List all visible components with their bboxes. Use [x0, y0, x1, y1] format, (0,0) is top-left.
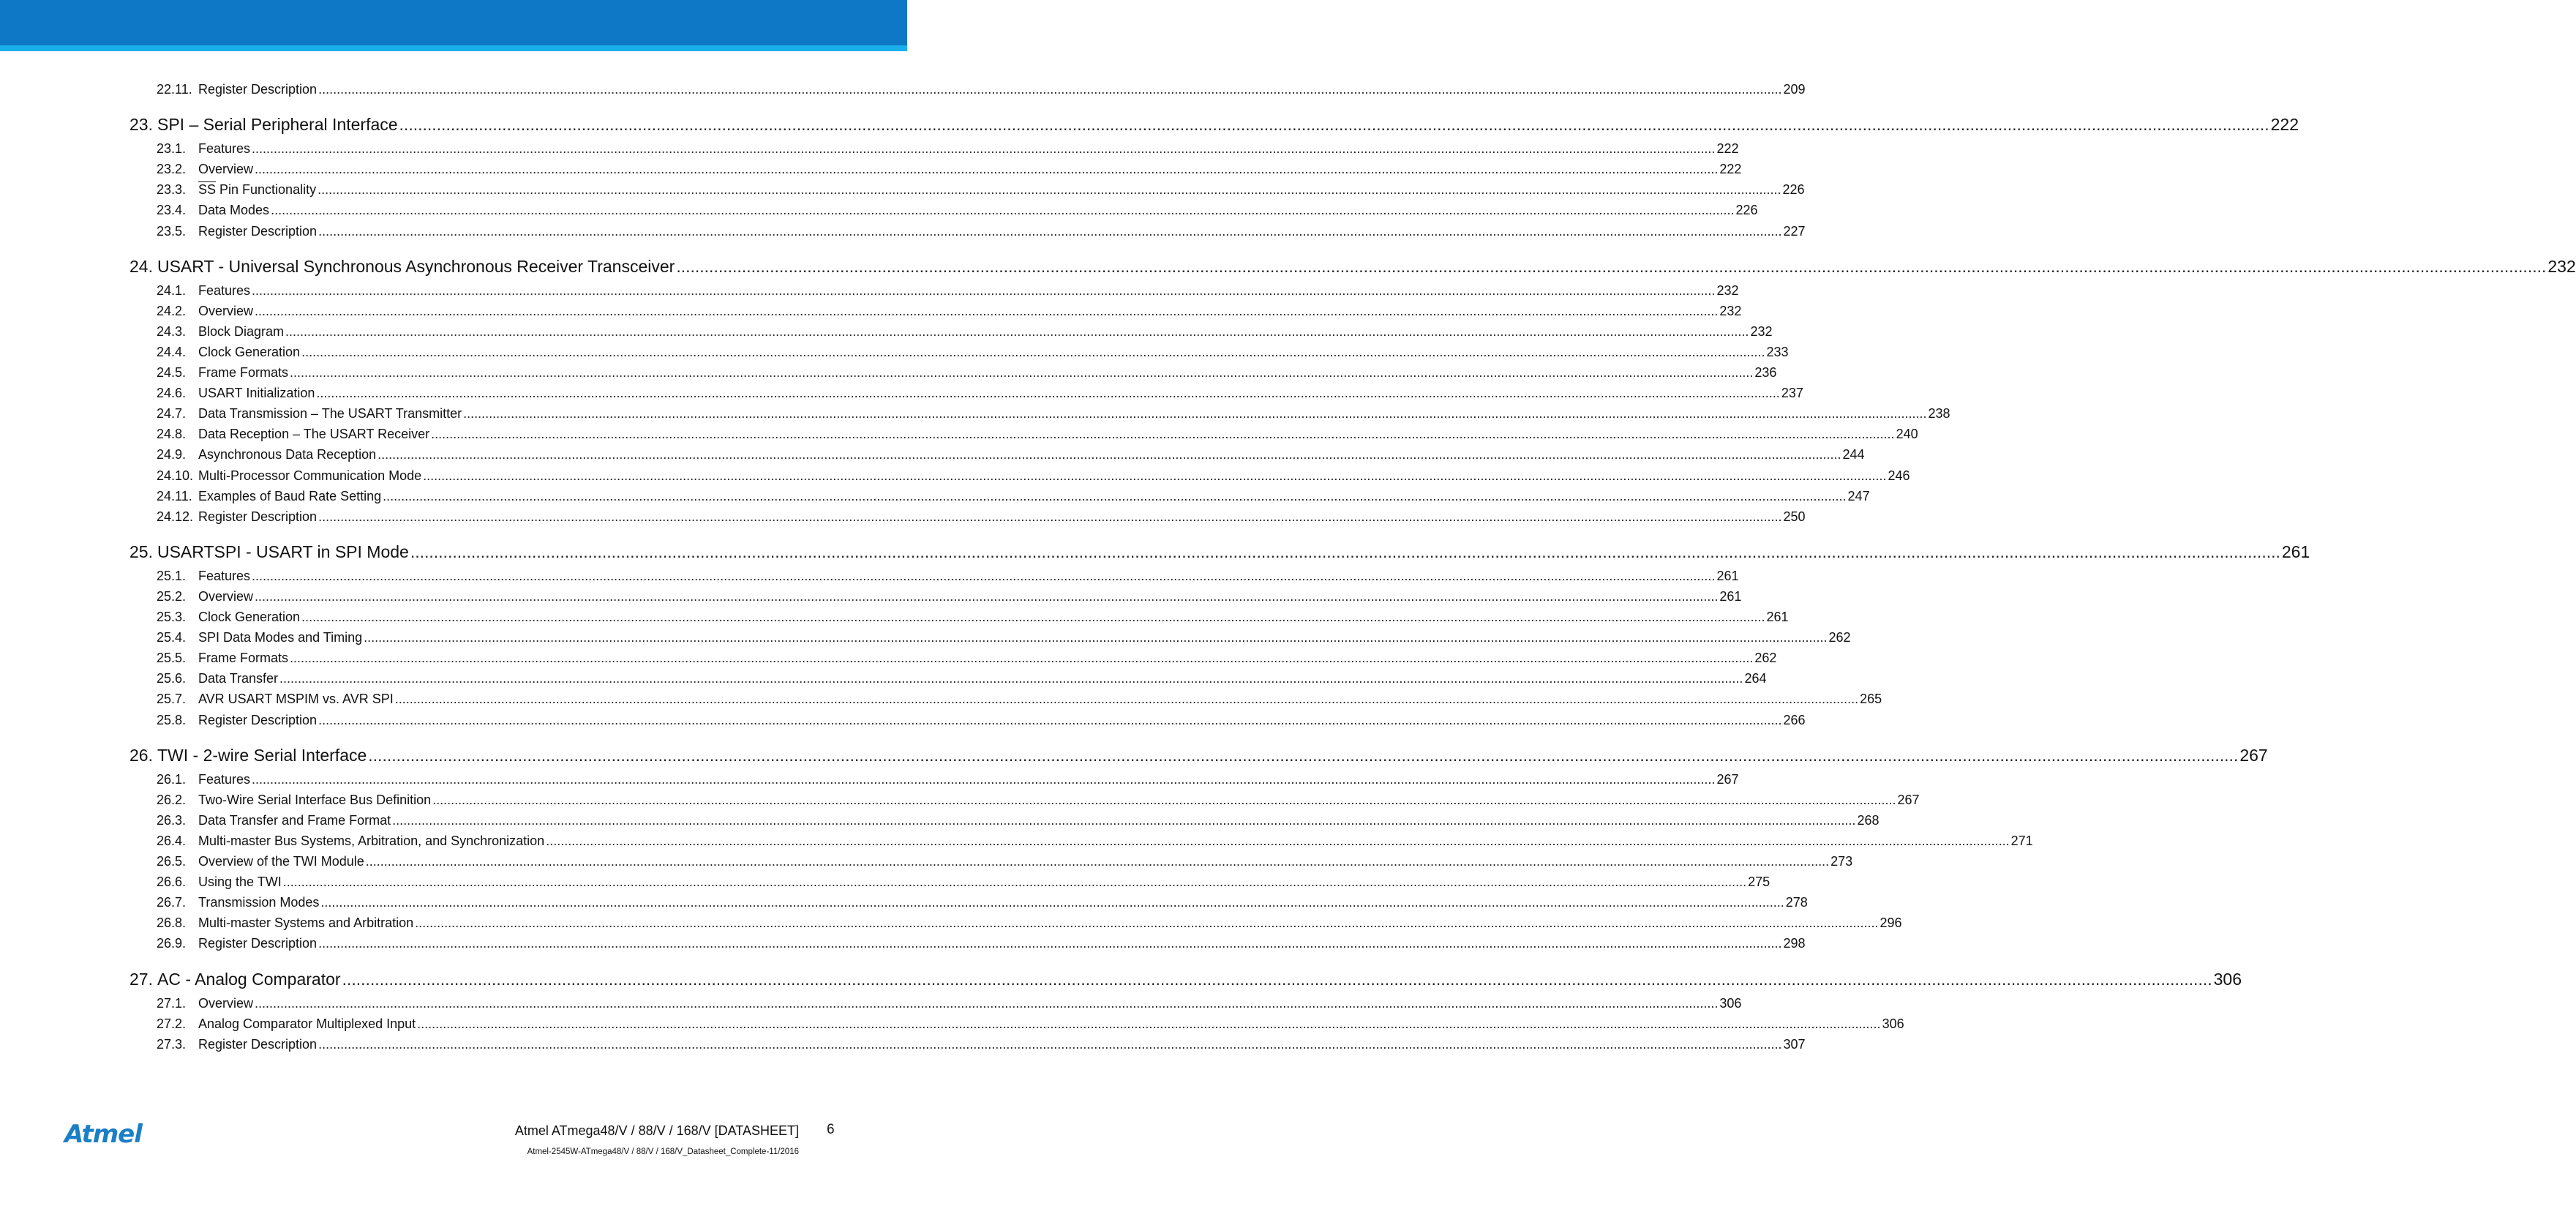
toc-section-entry[interactable]	[157, 303, 1742, 319]
toc-entry-title: Asynchronous Data Reception	[198, 447, 377, 462]
toc-leader-dots: ................................................................................................................................................................................................................................................................................................................................................................................................................	[415, 915, 1879, 931]
toc-entry-number: 24.10.	[157, 468, 194, 483]
toc-leader-dots: ................................................................................................................................................................................................................................................................................................................................................................................................................	[383, 488, 1847, 503]
toc-chapter-entry[interactable]	[129, 115, 2299, 135]
toc-section-entry[interactable]	[157, 427, 1918, 442]
toc-leader-dots: ................................................................................................................................................................................................................................................................................................................................................................................................................	[318, 223, 1782, 239]
toc-section-entry[interactable]	[157, 568, 1739, 584]
toc-leader-dots: ................................................................................................................................................................................................................................................................................................................................................................................................................	[290, 365, 1754, 380]
toc-entry-number: 25.3.	[157, 610, 187, 624]
toc-entry-title: Overview	[198, 995, 254, 1011]
toc-section-entry[interactable]	[157, 995, 1742, 1011]
toc-section-entry[interactable]	[157, 447, 1865, 462]
toc-entry-number: 25.2.	[157, 588, 187, 604]
toc-section-entry[interactable]	[157, 1036, 1806, 1052]
toc-leader-dots: ................................................................................................................................................................................................................................................................................................................................................................................................................	[318, 509, 1782, 524]
toc-entry-title: Features	[198, 282, 251, 298]
toc-entry-number: 26.3.	[157, 812, 187, 828]
toc-leader-dots: ................................................................................................................................................................................................................................................................................................................................................................................................................	[316, 386, 1780, 401]
toc-entry-number: 26.2.	[157, 792, 187, 807]
toc-section-entry[interactable]	[157, 792, 1920, 808]
toc-section-entry[interactable]	[157, 323, 1773, 340]
toc-section-entry[interactable]	[157, 874, 1770, 890]
toc-section-entry[interactable]	[157, 610, 1789, 625]
toc-leader-dots: ................................................................................................................................................................................................................................................................................................................................................................................................................	[463, 406, 1927, 422]
toc-entry-title: Data Transfer and Frame Format	[198, 812, 391, 828]
toc-entry-title: Features	[198, 568, 251, 583]
toc-entry-page: 307	[1783, 1036, 1806, 1052]
toc-section-entry[interactable]	[157, 386, 1803, 401]
toc-section-entry[interactable]	[157, 671, 1767, 686]
toc-entry-number: 23.	[129, 115, 153, 135]
toc-leader-dots: ................................................................................................................................................................................................................................................................................................................................................................................................................	[301, 344, 1765, 359]
toc-entry-title: Data Reception – The USART Receiver	[198, 427, 430, 442]
toc-leader-dots: ................................................................................................................................................................................................................................................................................................................................................................................................................	[392, 812, 1856, 828]
toc-entry-page: 264	[1744, 671, 1767, 686]
toc-entry-number: 24.1.	[157, 282, 187, 298]
toc-leader-dots: ................................................................................................................................................................................................................................................................................................................................................................................................................	[365, 854, 1830, 869]
toc-entry-title: Register Description	[198, 712, 318, 727]
toc-entry-title: Data Modes	[198, 203, 270, 218]
toc-entry-page: 247	[1847, 488, 1870, 503]
toc-entry-page: 278	[1785, 895, 1808, 910]
toc-entry-title: Clock Generation	[198, 344, 301, 359]
toc-entry-title: USART Initialization	[198, 386, 315, 401]
header-stripe	[0, 45, 907, 51]
toc-entry-number: 23.4.	[157, 203, 187, 218]
toc-entry-page: 226	[1735, 203, 1758, 218]
toc-entry-title: Block Diagram	[198, 323, 285, 339]
toc-entry-title: Using the TWI	[198, 874, 282, 890]
toc-entry-title: Register Description	[198, 936, 318, 951]
toc-section-entry[interactable]	[157, 488, 1870, 504]
toc-entry-page: 232	[2547, 256, 2576, 276]
toc-entry-title: Register Description	[198, 223, 318, 239]
toc-leader-dots: ................................................................................................................................................................................................................................................................................................................................................................................................................	[318, 936, 1782, 951]
toc-entry-number: 25.4.	[157, 630, 187, 645]
toc-entry-page: 238	[1928, 406, 1950, 422]
toc-entry-page: 306	[1719, 995, 1742, 1011]
toc-entry-number: 24.6.	[157, 386, 187, 401]
toc-chapter-entry[interactable]	[129, 745, 2268, 765]
toc-section-entry[interactable]	[157, 895, 1808, 910]
toc-leader-dots: ................................................................................................................................................................................................................................................................................................................................................................................................................	[417, 1016, 1881, 1031]
toc-entry-title: Overview	[198, 162, 254, 177]
toc-entry-number: 24.2.	[157, 303, 187, 318]
toc-entry-number: 23.1.	[157, 141, 187, 157]
toc-entry-title: Clock Generation	[198, 610, 301, 624]
toc-entry-title: Multi-master Bus Systems, Arbitration, and Synchronization	[198, 833, 545, 848]
toc-entry-page: 268	[1857, 812, 1880, 828]
toc-entry-title: AVR USART MSPIM vs. AVR SPI	[198, 692, 394, 707]
toc-entry-page: 232	[1750, 323, 1773, 339]
toc-entry-number: 24.	[129, 256, 153, 276]
toc-entry-title: Register Description	[198, 82, 318, 97]
toc-entry-number: 23.3.	[157, 182, 187, 198]
toc-entry-page: 222	[1716, 141, 1739, 157]
toc-leader-dots: ................................................................................................................................................................................................................................................................................................................................................................................................................	[431, 427, 1895, 442]
toc-entry-title: Overview of the TWI Module	[198, 854, 364, 869]
toc-entry-title: Overview	[198, 588, 254, 604]
toc-section-entry[interactable]	[157, 82, 1806, 97]
toc-section-entry[interactable]	[157, 344, 1789, 360]
toc-entry-number: 27.1.	[157, 995, 187, 1011]
toc-entry-title	[198, 182, 316, 198]
toc-entry-title: Examples of Baud Rate Setting	[198, 488, 382, 503]
toc-entry-page: 222	[2270, 115, 2299, 135]
toc-entry-number: 24.8.	[157, 427, 187, 442]
toc-section-entry[interactable]	[157, 936, 1806, 951]
toc-entry-number: 26.	[129, 745, 153, 765]
toc-entry-title: Multi-Processor Communication Mode	[198, 468, 422, 483]
toc-entry-number: 26.1.	[157, 771, 187, 787]
toc-leader-dots: ................................................................................................................................................................................................................................................................................................................................................................................................................	[399, 115, 2269, 135]
atmel-logo: Atmel	[64, 1120, 142, 1149]
toc-entry-title: SPI – Serial Peripheral Interface	[157, 115, 398, 135]
toc-entry-number: 25.7.	[157, 692, 187, 707]
toc-entry-title: Register Description	[198, 509, 318, 524]
toc-section-entry[interactable]	[157, 162, 1742, 177]
toc-entry-page: 226	[1782, 182, 1805, 198]
toc-leader-dots: ................................................................................................................................................................................................................................................................................................................................................................................................................	[252, 282, 1716, 298]
toc-leader-dots: ................................................................................................................................................................................................................................................................................................................................................................................................................	[368, 745, 2239, 765]
toc-entry-number: 25.6.	[157, 671, 187, 686]
toc-entry-page: 233	[1766, 344, 1789, 359]
toc-entry-page: 209	[1783, 82, 1806, 97]
toc-leader-dots: ................................................................................................................................................................................................................................................................................................................................................................................................................	[410, 542, 2280, 561]
toc-entry-page: 271	[2010, 833, 2033, 848]
toc-section-entry[interactable]	[157, 282, 1739, 299]
toc-section-entry[interactable]	[157, 182, 1805, 198]
toc-entry-page: 240	[1896, 427, 1918, 442]
toc-leader-dots: ................................................................................................................................................................................................................................................................................................................................................................................................................	[252, 568, 1716, 583]
toc-section-entry[interactable]	[157, 1016, 1904, 1032]
toc-entry-title: TWI - 2-wire Serial Interface	[157, 745, 367, 765]
toc-entry-page: 261	[1766, 610, 1789, 624]
toc-section-entry[interactable]	[157, 509, 1806, 525]
toc-entry-page: 296	[1880, 915, 1902, 931]
toc-section-entry[interactable]	[157, 223, 1806, 239]
toc-leader-dots: ................................................................................................................................................................................................................................................................................................................................................................................................................	[301, 610, 1765, 624]
toc-entry-page: 265	[1860, 692, 1882, 707]
toc-leader-dots: ................................................................................................................................................................................................................................................................................................................................................................................................................	[394, 692, 1859, 707]
toc-leader-dots: ................................................................................................................................................................................................................................................................................................................................................................................................................	[255, 162, 1719, 177]
toc-entry-title: USARTSPI - USART in SPI Mode	[157, 542, 409, 561]
toc-leader-dots: ................................................................................................................................................................................................................................................................................................................................................................................................................	[255, 303, 1719, 318]
header-band	[0, 0, 907, 45]
toc-entry-number: 25.8.	[157, 712, 187, 727]
toc-section-entry[interactable]	[157, 712, 1806, 728]
toc-leader-dots: ................................................................................................................................................................................................................................................................................................................................................................................................................	[318, 182, 1781, 198]
toc-entry-number: 26.7.	[157, 895, 187, 910]
toc-entry-title: Features	[198, 141, 251, 157]
toc-leader-dots: ................................................................................................................................................................................................................................................................................................................................................................................................................	[252, 141, 1716, 157]
toc-entry-number: 24.5.	[157, 365, 187, 380]
toc-entry-page: 267	[2239, 745, 2268, 765]
toc-entry-page: 275	[1748, 874, 1770, 890]
toc-entry-number: 24.7.	[157, 406, 187, 422]
toc-leader-dots: ................................................................................................................................................................................................................................................................................................................................................................................................................	[432, 792, 1896, 807]
toc-entry-page: 306	[1882, 1016, 1904, 1031]
toc-entry-page: 267	[1716, 771, 1739, 787]
toc-entry-title: Register Description	[198, 1036, 318, 1052]
toc-entry-title: SPI Data Modes and Timing	[198, 630, 363, 645]
toc-entry-page: 262	[1754, 651, 1777, 666]
toc-leader-dots: ................................................................................................................................................................................................................................................................................................................................................................................................................	[364, 630, 1828, 645]
toc-entry-number: 26.9.	[157, 936, 187, 951]
toc-section-entry[interactable]	[157, 406, 1950, 422]
toc-entry-title: Data Transmission – The USART Transmitter	[198, 406, 462, 422]
toc-entry-title-overline: $\overline{SS}$	[198, 182, 217, 198]
toc-entry-number: 26.5.	[157, 854, 187, 869]
toc-entry-page: 237	[1781, 386, 1803, 401]
toc-entry-number: 27.3.	[157, 1036, 187, 1052]
toc-section-entry[interactable]	[157, 833, 2033, 849]
toc-section-entry[interactable]	[157, 203, 1758, 218]
toc-section-entry[interactable]	[157, 588, 1742, 604]
toc-leader-dots: ................................................................................................................................................................................................................................................................................................................................................................................................................	[318, 1036, 1782, 1052]
toc-leader-dots: ................................................................................................................................................................................................................................................................................................................................................................................................................	[255, 995, 1719, 1011]
toc-entry-page: 250	[1783, 509, 1806, 524]
toc-entry-page: 236	[1754, 365, 1777, 380]
toc-entry-number: 23.5.	[157, 223, 187, 239]
toc-entry-page: 262	[1828, 630, 1851, 645]
toc-entry-number: 22.11.	[157, 82, 192, 97]
toc-leader-dots: ................................................................................................................................................................................................................................................................................................................................................................................................................	[318, 712, 1782, 727]
toc-section-entry[interactable]	[157, 141, 1739, 157]
toc-leader-dots: ................................................................................................................................................................................................................................................................................................................................................................................................................	[676, 256, 2547, 276]
toc-section-entry[interactable]	[157, 630, 1851, 645]
toc-entry-page: 261	[2281, 542, 2310, 561]
toc-entry-page: 266	[1783, 712, 1806, 727]
toc-entry-title-rest: Pin Functionality	[216, 182, 317, 198]
toc-entry-title: Features	[198, 771, 251, 787]
toc-entry-page: 222	[1719, 162, 1742, 177]
toc-entry-page: 261	[1719, 588, 1742, 604]
toc-entry-number: 24.4.	[157, 344, 187, 359]
toc-entry-title: AC - Analog Comparator	[157, 969, 341, 989]
toc-leader-dots: ................................................................................................................................................................................................................................................................................................................................................................................................................	[279, 671, 1743, 686]
toc-leader-dots: ................................................................................................................................................................................................................................................................................................................................................................................................................	[285, 323, 1749, 339]
toc-entry-page: 244	[1842, 447, 1865, 462]
toc-entry-title: Frame Formats	[198, 651, 289, 666]
toc-section-entry[interactable]	[157, 771, 1739, 787]
toc-entry-number: 23.2.	[157, 162, 187, 177]
toc-entry-page: 298	[1783, 936, 1806, 951]
toc-section-entry[interactable]	[157, 692, 1882, 707]
toc-leader-dots: ................................................................................................................................................................................................................................................................................................................................................................................................................	[290, 651, 1754, 666]
document-title: Atmel ATmega48/V / 88/V / 168/V [DATASHEET]	[514, 1123, 799, 1138]
toc-entry-title: USART - Universal Synchronous Asynchronous Receiver Transceiver	[157, 256, 675, 276]
toc-entry-page: 227	[1783, 223, 1806, 239]
page-number: 6	[827, 1122, 835, 1137]
toc-entry-title: Transmission Modes	[198, 895, 320, 910]
toc-entry-title: Data Transfer	[198, 671, 279, 686]
toc-entry-page: 232	[1719, 303, 1742, 318]
toc-entry-page: 232	[1716, 282, 1739, 298]
toc-entry-number: 26.8.	[157, 915, 187, 931]
toc-leader-dots: ................................................................................................................................................................................................................................................................................................................................................................................................................	[252, 771, 1716, 787]
toc-chapter-entry[interactable]	[129, 969, 2242, 989]
toc-entry-number: 27.	[129, 969, 153, 989]
toc-chapter-entry[interactable]	[129, 256, 2576, 277]
toc-entry-title: Two-Wire Serial Interface Bus Definition	[198, 792, 432, 807]
toc-entry-number: 24.3.	[157, 323, 187, 339]
toc-entry-number: 25.	[129, 542, 153, 561]
toc-section-entry[interactable]	[157, 468, 1910, 484]
toc-section-entry[interactable]	[157, 812, 1880, 828]
toc-section-entry[interactable]	[157, 915, 1902, 931]
toc-entry-number: 24.11.	[157, 488, 192, 503]
toc-entry-title: Analog Comparator Multiplexed Input	[198, 1016, 416, 1031]
toc-entry-page: 261	[1716, 568, 1739, 583]
toc-entry-number: 25.5.	[157, 651, 187, 666]
toc-leader-dots: ................................................................................................................................................................................................................................................................................................................................................................................................................	[423, 468, 1887, 483]
toc-entry-number: 26.4.	[157, 833, 187, 848]
toc-entry-page: 246	[1888, 468, 1910, 483]
toc-section-entry[interactable]	[157, 365, 1777, 381]
toc-entry-title: Multi-master Systems and Arbitration	[198, 915, 414, 931]
toc-entry-title: Overview	[198, 303, 254, 318]
toc-leader-dots: ................................................................................................................................................................................................................................................................................................................................................................................................................	[342, 969, 2212, 989]
toc-entry-page: 273	[1830, 854, 1853, 869]
toc-leader-dots: ................................................................................................................................................................................................................................................................................................................................................................................................................	[378, 447, 1841, 462]
toc-entry-number: 24.9.	[157, 447, 187, 462]
toc-entry-number: 24.12.	[157, 509, 194, 524]
toc-leader-dots: ................................................................................................................................................................................................................................................................................................................................................................................................................	[255, 588, 1719, 604]
toc-entry-number: 27.2.	[157, 1016, 187, 1031]
toc-entry-page: 306	[2213, 969, 2242, 989]
toc-leader-dots: ................................................................................................................................................................................................................................................................................................................................................................................................................	[282, 874, 1747, 890]
toc-leader-dots: ................................................................................................................................................................................................................................................................................................................................................................................................................	[271, 203, 1735, 218]
toc-entry-number: 25.1.	[157, 568, 187, 583]
toc-leader-dots: ................................................................................................................................................................................................................................................................................................................................................................................................................	[546, 833, 2010, 848]
toc-entry-page: 267	[1897, 792, 1920, 807]
toc-chapter-entry[interactable]	[129, 542, 2310, 562]
toc-section-entry[interactable]	[157, 854, 1853, 869]
toc-entry-title: Frame Formats	[198, 365, 289, 380]
toc-leader-dots: ................................................................................................................................................................................................................................................................................................................................................................................................................	[320, 895, 1784, 910]
toc-entry-number: 26.6.	[157, 874, 187, 890]
document-id: Atmel-2545W-ATmega48/V / 88/V / 168/V_Datasheet_Complete-11/2016	[527, 1147, 799, 1156]
toc-leader-dots: ................................................................................................................................................................................................................................................................................................................................................................................................................	[318, 82, 1782, 97]
toc-section-entry[interactable]	[157, 651, 1777, 666]
